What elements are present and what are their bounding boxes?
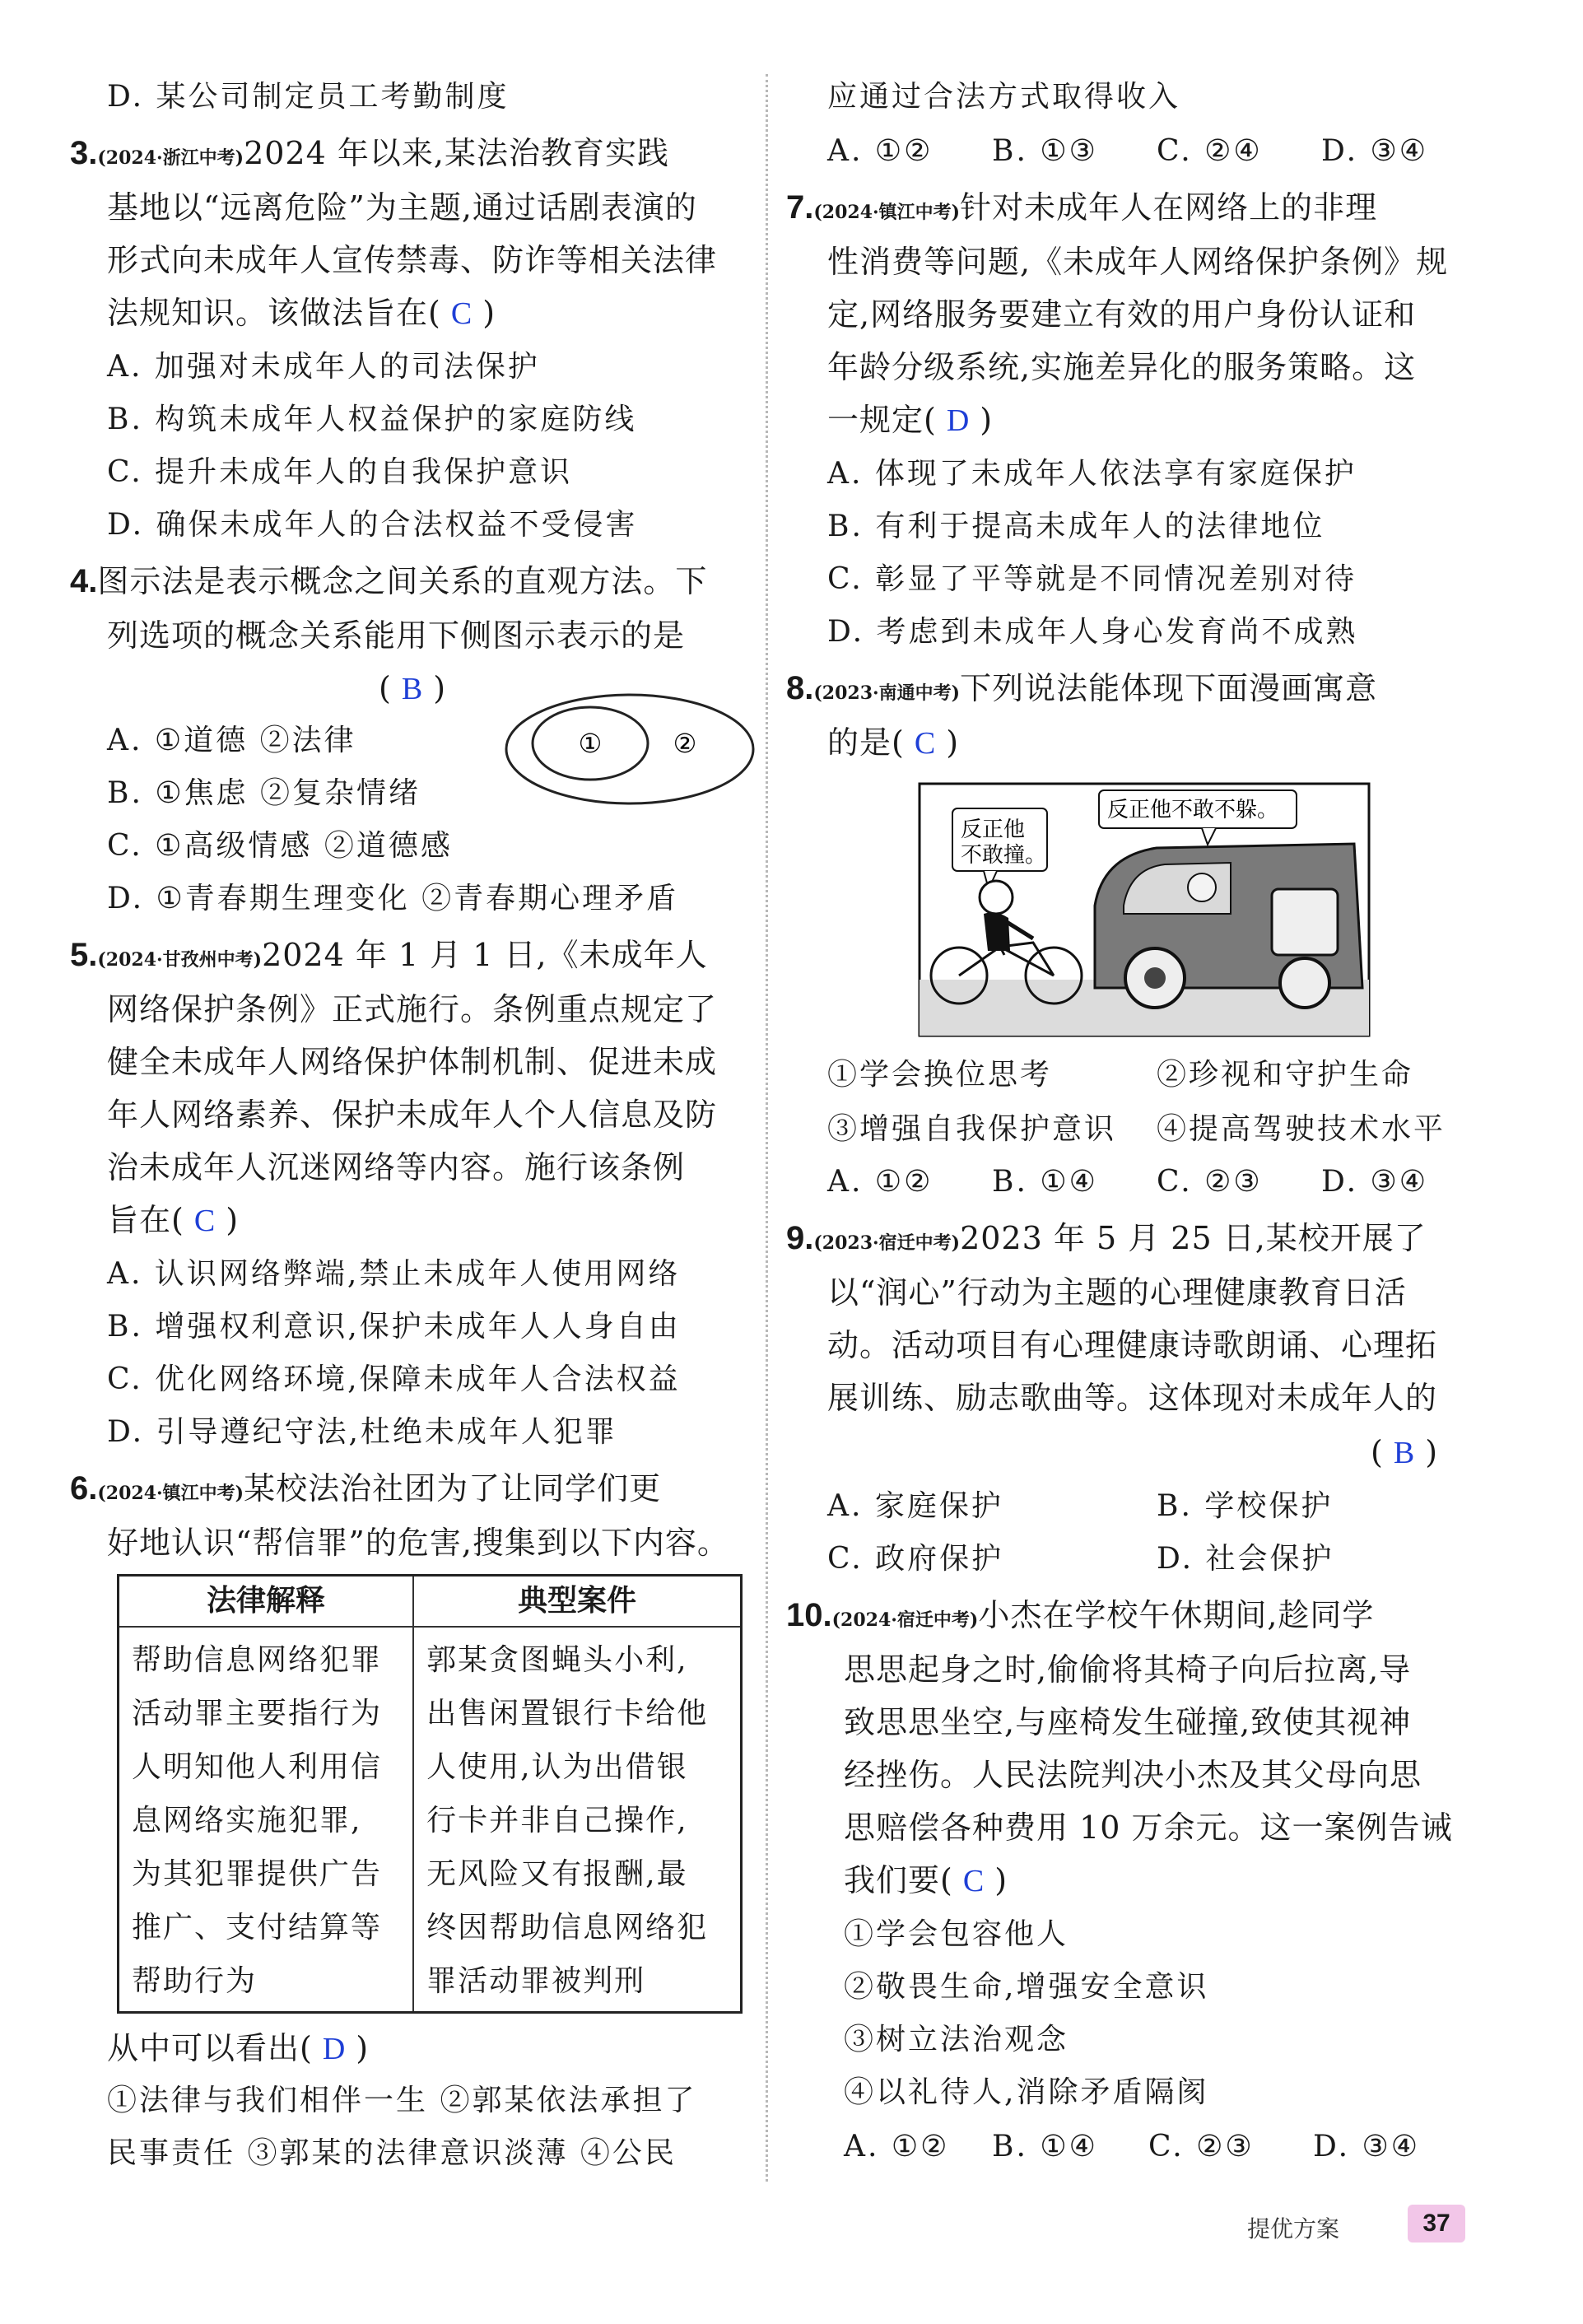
- q6-cell2-line: 终因帮助信息网络犯: [426, 1911, 709, 1944]
- q3-source: (2024·浙江中考): [97, 147, 244, 169]
- q6-table-cell-case: [413, 1627, 741, 2012]
- q6-option-d: D. ③④: [1321, 134, 1429, 168]
- outer-label: ②: [673, 728, 697, 759]
- q9-text-1: 2023 年 5 月 25 日,某校开展了: [960, 1220, 1427, 1256]
- q6-table: [117, 1574, 743, 2014]
- q9-answer: B: [1393, 1436, 1416, 1470]
- page-number: 37: [1408, 2205, 1465, 2242]
- q10-line-4: 经挫伤。人民法院判决小杰及其父母向思: [844, 1757, 1422, 1793]
- q9-number: 9.: [786, 1220, 814, 1256]
- q9-option-c: C. 政府保护: [827, 1542, 1004, 1576]
- q6-cell1-line: 为其犯罪提供广告: [132, 1857, 383, 1891]
- q7-line-3: 定,网络服务要建立有效的用户身份认证和: [827, 296, 1417, 333]
- q10-statement-4: ④以礼待人,消除矛盾隔阂: [844, 2075, 1209, 2109]
- q6-statements-1: ①法律与我们相伴一生 ②郭某依法承担了: [107, 2084, 697, 2117]
- q3-option-a: A. 加强对未成年人的司法保护: [107, 350, 540, 384]
- q10-close: ): [994, 1862, 1008, 1898]
- q10-answer: C: [962, 1864, 985, 1898]
- q5-text-6: 旨在(: [107, 1202, 184, 1238]
- q7-number: 7.: [786, 189, 814, 226]
- q9-close: ): [1425, 1434, 1439, 1470]
- truck-rear-wheel: [1280, 958, 1329, 1008]
- q8-line-2: [827, 721, 959, 765]
- q7-option-c: C. 彰显了平等就是不同情况差别对待: [827, 562, 1357, 596]
- q5-line-5: 治未成年人沉迷网络等内容。施行该条例: [107, 1149, 686, 1185]
- q6-cell1-line: 推广、支付结算等: [132, 1911, 383, 1944]
- q9-option-d: D. 社会保护: [1157, 1542, 1334, 1576]
- q10-text-1: 小杰在学校午休期间,趁同学: [978, 1597, 1375, 1633]
- q5-option-b: B. 增强权利意识,保护未成年人人身自由: [107, 1310, 681, 1344]
- q5-line-3: 健全未成年人网络保护体制机制、促进未成: [107, 1044, 718, 1080]
- q10-option-a: A. ①②: [844, 2130, 950, 2163]
- q10-statement-2: ②敬畏生命,增强安全意识: [844, 1970, 1209, 2004]
- bubble-2-text: 反正他不敢不躲。: [1107, 798, 1279, 822]
- q6-line-3: [107, 2027, 369, 2070]
- q3-option-d: D. 确保未成年人的合法权益不受侵害: [107, 508, 638, 542]
- q6-source: (2024·镇江中考): [97, 1483, 244, 1504]
- q10-line-6: [844, 1859, 1008, 1903]
- q8-options: [827, 1161, 1428, 1204]
- q5-option-a: A. 认识网络弊端,禁止未成年人使用网络: [107, 1257, 681, 1291]
- q7-source: (2024·镇江中考): [813, 202, 961, 223]
- footer-book-title: 提优方案: [1247, 2215, 1340, 2242]
- column-divider: [766, 74, 768, 2182]
- q9-line-2: 以“润心”行动为主题的心理健康教育日活: [827, 1274, 1407, 1311]
- q3-line-1: [70, 132, 669, 179]
- q7-line-5: [827, 398, 993, 442]
- q6-cell2-line: 罪活动罪被判刑: [426, 1964, 646, 1998]
- q4-option-d: D. ①青春期生理变化 ②青春期心理矛盾: [107, 882, 679, 915]
- q5-line-2: 网络保护条例》正式施行。条例重点规定了: [107, 991, 718, 1027]
- q7-text-5: 一规定(: [827, 402, 937, 438]
- q7-option-a: A. 体现了未成年人依法享有家庭保护: [827, 457, 1357, 491]
- q6-line-1: [70, 1467, 661, 1515]
- q9-open: (: [1371, 1434, 1384, 1470]
- q5-line-1: [70, 934, 708, 981]
- cyclist-body: [984, 912, 1010, 951]
- q8-comic: [918, 782, 1371, 1037]
- q10-line-3: 致思思坐空,与座椅发生碰撞,致使其视神: [844, 1704, 1412, 1740]
- q5-option-c: C. 优化网络环境,保障未成年人合法权益: [107, 1362, 681, 1396]
- truck-front-hub: [1144, 967, 1166, 989]
- q6-statements-2: 民事责任 ③郭某的法律意识淡薄 ④公民: [107, 2136, 677, 2170]
- q6-cell2-line: 无风险又有报酬,最: [426, 1857, 688, 1891]
- q3-text-1: 2024 年以来,某法治教育实践: [244, 135, 669, 171]
- q10-source: (2024·宿迁中考): [831, 1609, 979, 1631]
- q6-options: [827, 130, 1428, 173]
- truck-rear-detail: [1272, 889, 1338, 955]
- q5-line-4: 年人网络素养、保护未成年人个人信息及防: [107, 1097, 718, 1133]
- q5-answer: C: [193, 1204, 216, 1238]
- bubble-1-text-2: 不敢撞。: [961, 843, 1047, 868]
- q6-cell2-line: 出售闲置银行卡给他: [426, 1697, 709, 1730]
- concept-venn-diagram: [502, 692, 757, 807]
- q7-option-b: B. 有利于提高未成年人的法律地位: [827, 510, 1325, 543]
- q4-option-c: C. ①高级情感 ②道德感: [107, 829, 453, 863]
- q10-line-5: 思赔偿各种费用 10 万余元。这一案例告诫: [844, 1809, 1453, 1846]
- q8-option-c: C. ②③: [1157, 1165, 1263, 1199]
- q3-line-2: 基地以“远离危险”为主题,通过话剧表演的: [107, 189, 697, 226]
- q6-answer: D: [322, 2032, 347, 2066]
- q6-option-a: A. ①②: [827, 134, 934, 168]
- q4-close: ): [433, 670, 447, 706]
- q10-statement-3: ③树立法治观念: [844, 2023, 1069, 2056]
- q4-answer: B: [401, 672, 424, 706]
- q9-line-4: 展训练、励志歌曲等。这体现对未成年人的: [827, 1380, 1438, 1416]
- inner-label: ①: [578, 728, 603, 759]
- q5-text-1: 2024 年 1 月 1 日,《未成年人: [262, 937, 708, 973]
- q8-statement-4: ④提高驾驶技术水平: [1157, 1112, 1446, 1146]
- q7-line-1: [786, 186, 1377, 234]
- q6-line-2: 好地认识“帮信罪”的危害,搜集到以下内容。: [107, 1525, 729, 1561]
- q7-line-2: 性消费等问题,《未成年人网络保护条例》规: [827, 244, 1449, 280]
- q3-option-b: B. 构筑未成年人权益保护的家庭防线: [107, 403, 637, 436]
- q4-option-a: A. ①道德 ②法律: [107, 724, 356, 757]
- q6-cell1-line: 活动罪主要指行为: [132, 1697, 383, 1730]
- q8-answer: C: [914, 726, 937, 761]
- q3-answer: C: [450, 296, 473, 331]
- q6-cell1-line: 人明知他人利用信: [132, 1750, 383, 1784]
- q8-option-d: D. ③④: [1321, 1165, 1429, 1199]
- q6-table-header-2: 典型案件: [413, 1576, 741, 1628]
- q10-line-2: 思思起身之时,偷偷将其椅子向后拉离,导: [844, 1651, 1412, 1688]
- q9-line-1: [786, 1217, 1427, 1264]
- q6-text-1: 某校法治社团为了让同学们更: [244, 1470, 662, 1507]
- q8-close: ): [946, 724, 960, 761]
- q10-option-c: C. ②③: [1148, 2130, 1255, 2163]
- q6-close: ): [356, 2030, 370, 2066]
- q10-line-1: [786, 1594, 1374, 1642]
- q8-number: 8.: [786, 670, 814, 706]
- q3-option-c: C. 提升未成年人的自我保护意识: [107, 455, 573, 489]
- q8-statement-1: ①学会换位思考: [827, 1058, 1053, 1092]
- q3-text-4: 法规知识。该做法旨在(: [107, 295, 441, 331]
- q8-text-1: 下列说法能体现下面漫画寓意: [960, 670, 1378, 706]
- q6-text-3: 从中可以看出(: [107, 2030, 313, 2066]
- q9-source: (2023·宿迁中考): [813, 1232, 961, 1254]
- q6-cell2-line: 人使用,认为出借银: [426, 1750, 688, 1784]
- q3-line-3: 形式向未成年人宣传禁毒、防诈等相关法律: [107, 242, 718, 278]
- q8-statement-3: ③增强自我保护意识: [827, 1112, 1117, 1146]
- q4-open: (: [379, 670, 392, 706]
- q6-option-b: B. ①③: [992, 134, 1098, 168]
- q9-option-a: A. 家庭保护: [827, 1489, 1003, 1523]
- q7-close: ): [980, 402, 994, 438]
- q9-options-2: [827, 1538, 1334, 1581]
- q8-option-b: B. ①④: [992, 1165, 1098, 1199]
- q9-options-1: [827, 1485, 1333, 1528]
- q10-number: 10.: [786, 1597, 832, 1633]
- q7-answer: D: [946, 403, 971, 438]
- q8-option-a: A. ①②: [827, 1165, 934, 1199]
- cyclist-head: [980, 881, 1013, 914]
- q6-table-row: [119, 1627, 742, 2012]
- q10-options: [844, 2126, 1420, 2168]
- q3-close: ): [482, 295, 496, 331]
- q6-number: 6.: [70, 1470, 98, 1507]
- q8-line-1: [786, 667, 1377, 715]
- q7-text-1: 针对未成年人在网络上的非理: [960, 189, 1378, 226]
- driver-head: [1188, 873, 1216, 901]
- q10-text-6: 我们要(: [844, 1862, 953, 1898]
- q4-line-2: 列选项的概念关系能用下侧图示表示的是: [107, 617, 686, 654]
- q3-line-4: [107, 291, 496, 335]
- q8-statement-2: ②珍视和守护生命: [1157, 1058, 1414, 1092]
- q3-number: 3.: [70, 135, 98, 171]
- q6-table-header-1: 法律解释: [119, 1576, 414, 1628]
- q8-source: (2023·南通中考): [813, 682, 961, 704]
- q10-option-d: D. ③④: [1313, 2130, 1421, 2163]
- q5-number: 5.: [70, 937, 98, 973]
- q4-answer-line: [379, 667, 446, 710]
- q6-statements-3: 应通过合法方式取得收入: [827, 80, 1181, 114]
- q10-option-b: B. ①④: [992, 2130, 1098, 2163]
- q6-cell1-line: 息网络实施犯罪,: [132, 1804, 362, 1837]
- q4-option-b: B. ①焦虑 ②复杂情绪: [107, 776, 421, 810]
- q8-statements-2: [827, 1108, 1446, 1151]
- q9-answer-line: [1371, 1431, 1438, 1474]
- q8-statements-1: [827, 1054, 1413, 1097]
- q2-option-d: D. 某公司制定员工考勤制度: [107, 80, 510, 114]
- q6-cell1-line: 帮助信息网络犯罪: [132, 1643, 383, 1677]
- q6-table-header-row: [119, 1576, 742, 1628]
- bubble-1-text-1: 反正他: [961, 817, 1026, 842]
- q6-cell1-line: 帮助行为: [132, 1964, 258, 1998]
- q4-line-1: [70, 560, 707, 603]
- q7-line-4: 年龄分级系统,实施差异化的服务策略。这: [827, 349, 1417, 385]
- q5-line-6: [107, 1199, 239, 1242]
- q5-source: (2024·甘孜州中考): [97, 949, 263, 971]
- q5-close: ): [226, 1202, 240, 1238]
- q8-text-2: 的是(: [827, 724, 905, 761]
- q6-cell2-line: 郭某贪图蝇头小利,: [426, 1643, 688, 1677]
- q6-cell2-line: 行卡并非自己操作,: [426, 1804, 688, 1837]
- q6-option-c: C. ②④: [1157, 134, 1263, 168]
- q6-table-cell-explanation: [119, 1627, 414, 2012]
- q10-statement-1: ①学会包容他人: [844, 1917, 1069, 1951]
- q4-text-1: 图示法是表示概念之间关系的直观方法。下: [97, 563, 708, 599]
- outer-ellipse: [506, 695, 753, 803]
- q5-option-d: D. 引导遵纪守法,杜绝未成年人犯罪: [107, 1415, 617, 1449]
- q9-line-3: 动。活动项目有心理健康诗歌朗诵、心理拓: [827, 1327, 1438, 1363]
- q4-number: 4.: [70, 563, 98, 599]
- q7-option-d: D. 考虑到未成年人身心发育尚不成熟: [827, 615, 1358, 649]
- q9-option-b: B. 学校保护: [1157, 1489, 1334, 1523]
